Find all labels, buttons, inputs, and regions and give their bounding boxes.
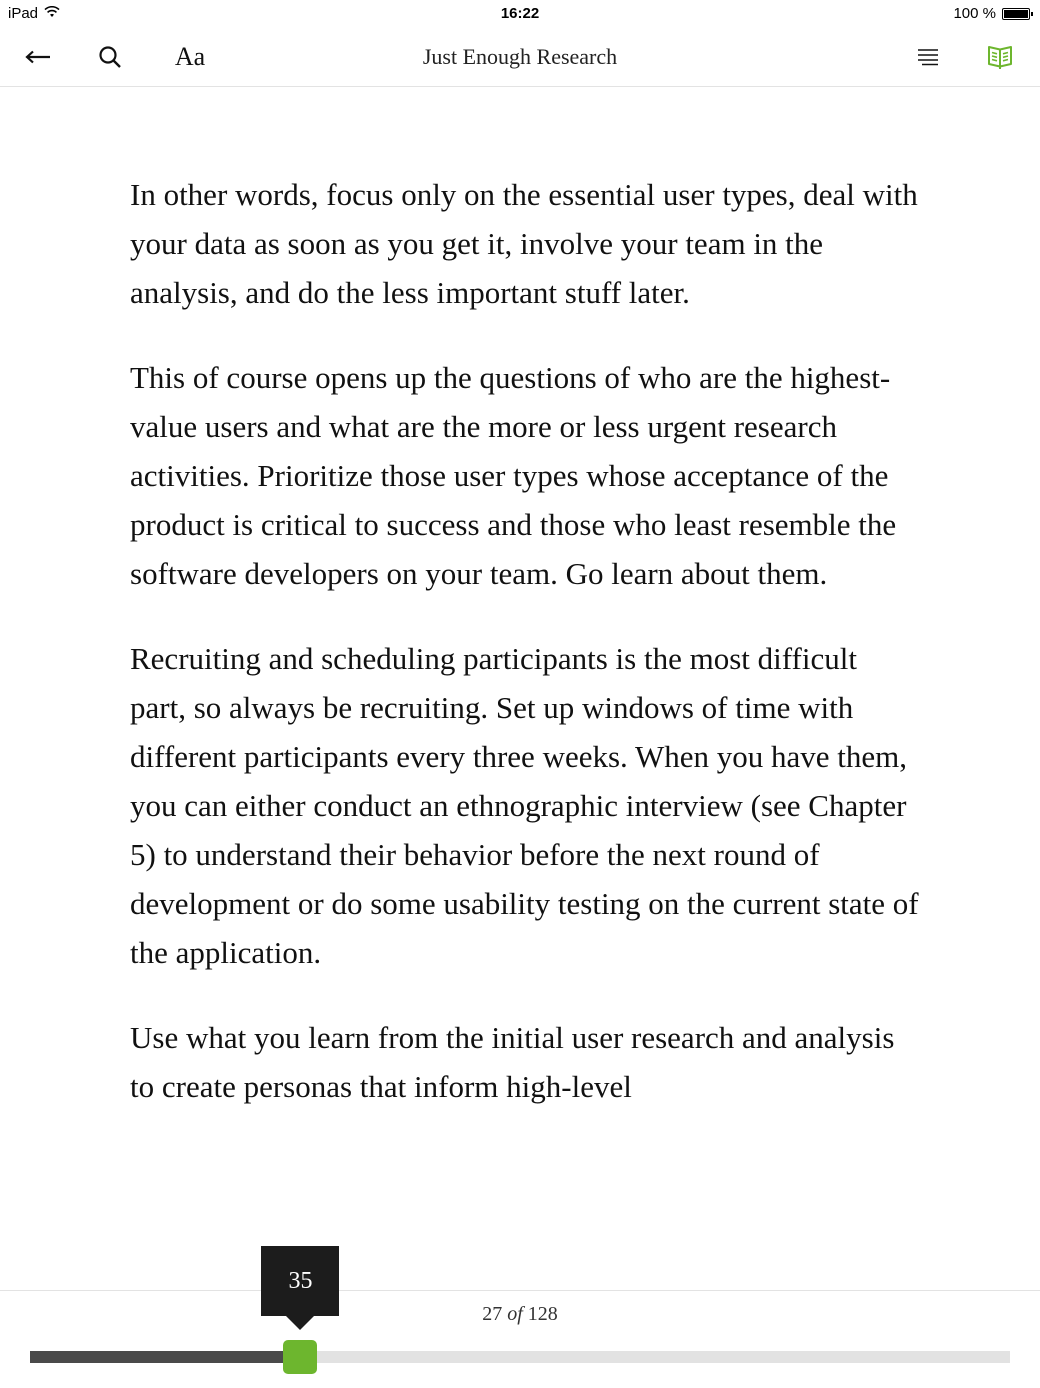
device-name: iPad (8, 5, 39, 22)
back-button[interactable] (20, 28, 56, 86)
arrow-left-icon (25, 50, 51, 64)
paragraph: This of course opens up the questions of who are the highest-value users and what are the more or less urgent research activities. Prioritize those user types whose acceptance of the product is critical to success and those who least resemble the software developers on your team. Go learn about them. (130, 360, 897, 591)
page-count (0, 1303, 1040, 1326)
of-label: of (507, 1303, 523, 1325)
book-title: Just Enough Research (422, 44, 618, 69)
total-pages: 128 (527, 1303, 558, 1325)
paragraph: Recruiting and scheduling participants is the most difficult part, so always be recruiting. Set up windows of time with different participants every three weeks. When you have them, you can either conduct an ethnographic interview (see Chapter 5) to understand their behavior before the next round of development or do some usability testing on the current state of the application. (130, 641, 919, 970)
scrubber-track[interactable] (30, 1351, 1010, 1363)
battery-icon (1002, 8, 1030, 20)
scrubber-thumb[interactable] (283, 1340, 317, 1374)
status-right (953, 5, 1030, 22)
list-icon (917, 48, 939, 66)
status-time: 16:22 (500, 5, 540, 22)
bookmark-button[interactable] (982, 28, 1018, 86)
reader-toolbar (0, 28, 1040, 87)
font-settings-button[interactable]: Aa (174, 42, 206, 71)
battery-percentage: 100 % (953, 5, 996, 22)
page-tooltip: 35 (261, 1246, 339, 1316)
paragraph: In other words, focus only on the essential user types, deal with your data as soon as you get it, involve your team in the analysis, and do the less important stuff later. (130, 177, 918, 310)
open-book-icon (987, 44, 1013, 70)
search-icon (98, 45, 122, 69)
status-bar (0, 0, 1040, 28)
scrubber-progress (30, 1351, 300, 1363)
search-button[interactable] (92, 28, 128, 86)
reading-content (130, 170, 920, 1147)
table-of-contents-button[interactable] (910, 28, 946, 86)
paragraph: Use what you learn from the initial user research and analysis to create personas that inform high-level (130, 1020, 895, 1104)
current-page: 27 (482, 1303, 503, 1325)
